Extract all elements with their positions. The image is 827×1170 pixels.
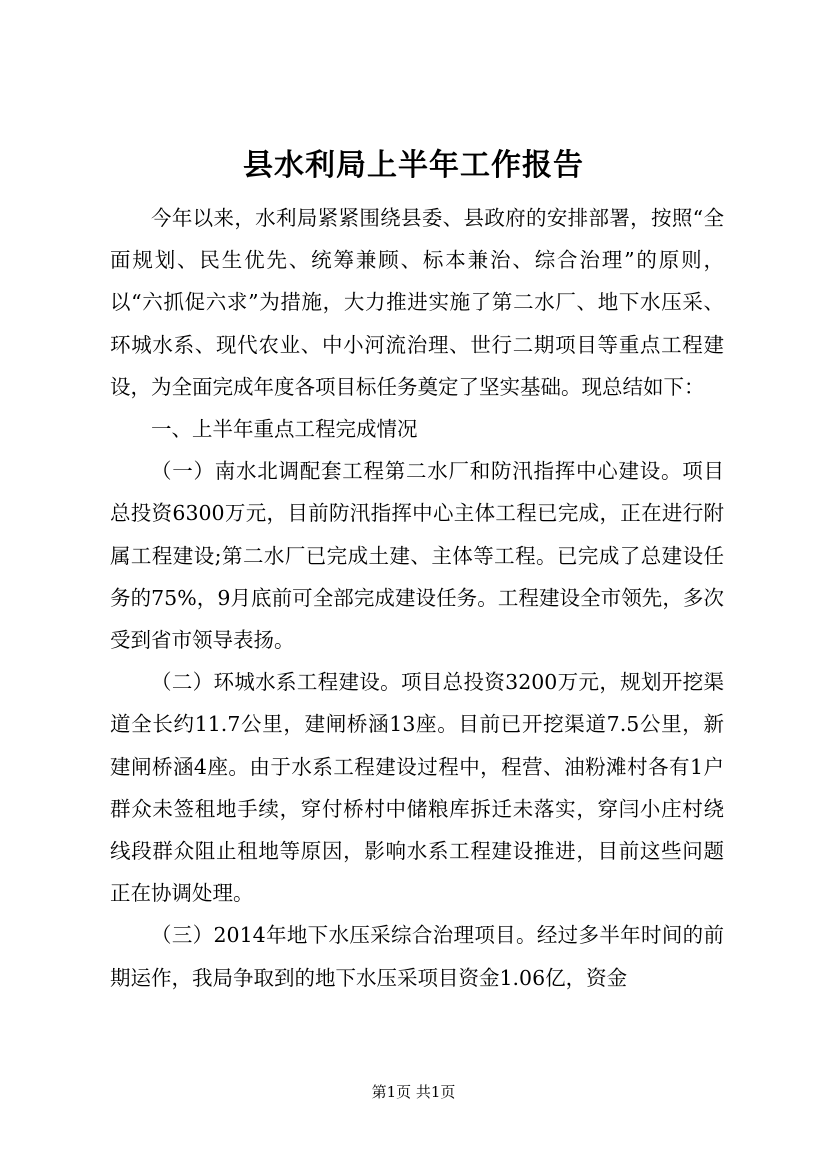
paragraph-item-2: （二）环城水系工程建设。项目总投资3200万元，规划开挖渠道全长约11.7公里，建闸桥涵13座。目前已开挖渠道7.5公里，新建闸桥涵4座。由于水系工程建设过程中，程营、油粉滩村各有1户群众未签租地手续，穿付桥村中储粮库拆迁未落实，穿闫小庄村绕线段群众阻止租地等原因，影响水系工程建设推进，目前这些问题正在协调处理。 bbox=[110, 670, 724, 906]
section-heading: 一、上半年重点工程完成情况 bbox=[151, 417, 418, 442]
document-title: 县水利局上半年工作报告 bbox=[243, 148, 584, 183]
document-body bbox=[110, 197, 724, 999]
paragraph-intro: 今年以来，水利局紧紧围绕县委、县政府的安排部署，按照“全面规划、民生优先、统筹兼顾、标本兼治、综合治理”的原则，以“六抓促六求”为措施，大力推进实施了第二水厂、地下水压采、环城水系、现代农业、中小河流治理、世行二期项目等重点工程建设，为全面完成年度各项目标任务奠定了坚实基础。现总结如下： bbox=[110, 206, 724, 399]
paragraph-item-1: （一）南水北调配套工程第二水厂和防汛指挥中心建设。项目总投资6300万元，目前防汛指挥中心主体工程已完成，正在进行附属工程建设;第二水厂已完成土建、主体等工程。已完成了总建设任务的75%，9月底前可全部完成建设任务。工程建设全市领先，多次受到省市领导表扬。 bbox=[110, 459, 724, 653]
paragraph-item-3: （三）2014年地下水压采综合治理项目。经过多半年时间的前期运作，我局争取到的地下水压采项目资金1.06亿，资金 bbox=[110, 923, 724, 990]
page-number-footer: 第1页 共1页 bbox=[371, 1083, 456, 1101]
